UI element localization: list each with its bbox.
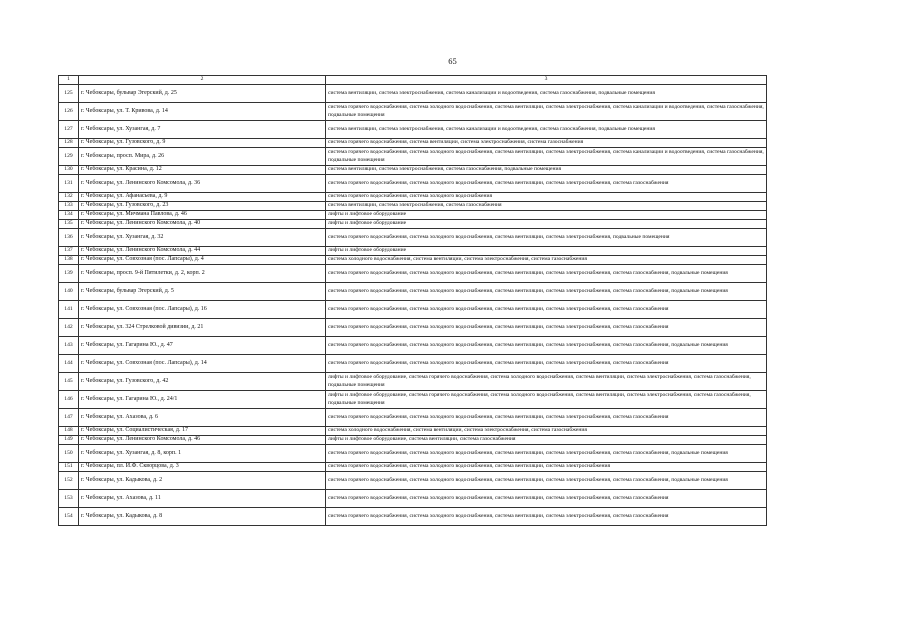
row-address: г. Чебоксары, пл. И.Ф. Скворцова, д. 3 — [79, 463, 326, 472]
row-systems: система горячего водоснабжения, система холодного водоснабжения, система вентиляции, система электроснабжения, система газоснабжения — [326, 301, 767, 319]
row-systems: система холодного водоснабжения, система вентиляции, система электроснабжения, система газоснабжения — [326, 256, 767, 265]
row-address: г. Чебоксары, ул. Ленинского Комсомола, д. 46 — [79, 436, 326, 445]
row-systems: система горячего водоснабжения, система холодного водоснабжения, система вентиляции, система электроснабжения, система газоснабжения, подвальные помещения — [326, 283, 767, 301]
row-number: 138 — [59, 256, 79, 265]
table-row — [59, 427, 767, 436]
row-systems: система горячего водоснабжения, система холодного водоснабжения, система вентиляции, система электроснабжения, система газоснабжения — [326, 409, 767, 427]
row-address: г. Чебоксары, ул. Кадыкова, д. 2 — [79, 472, 326, 490]
row-address: г. Чебоксары, бульвар Эгерский, д. 25 — [79, 85, 326, 103]
row-number: 134 — [59, 211, 79, 220]
row-address: г. Чебоксары, ул. Гагарина Ю., д. 47 — [79, 337, 326, 355]
table-row — [59, 445, 767, 463]
table-row — [59, 220, 767, 229]
column-header-systems: 3 — [326, 76, 767, 85]
table-row — [59, 391, 767, 409]
row-number: 148 — [59, 427, 79, 436]
row-address: г. Чебоксары, ул. Совхозная (пос. Лапсары), д. 14 — [79, 355, 326, 373]
row-address: г. Чебоксары, ул. Гузовского, д. 23 — [79, 202, 326, 211]
row-number: 153 — [59, 490, 79, 508]
row-address: г. Чебоксары, ул. Хузангая, д. 8, корп. 1 — [79, 445, 326, 463]
row-systems: система горячего водоснабжения, система холодного водоснабжения, система вентиляции, система электроснабжения, система газоснабжения — [326, 319, 767, 337]
row-number: 149 — [59, 436, 79, 445]
row-number: 143 — [59, 337, 79, 355]
row-systems: лифты и лифтовое оборудование — [326, 211, 767, 220]
buildings-table — [58, 75, 767, 526]
table-row — [59, 85, 767, 103]
row-address: г. Чебоксары, ул. Хузангая, д. 32 — [79, 229, 326, 247]
table-row — [59, 211, 767, 220]
row-number: 129 — [59, 148, 79, 166]
table-header-row — [59, 76, 767, 85]
row-address: г. Чебоксары, ул. Ленинского Комсомола, д. 40 — [79, 220, 326, 229]
row-address: г. Чебоксары, ул. Совхозная (пос. Лапсары), д. 4 — [79, 256, 326, 265]
table-row — [59, 247, 767, 256]
row-address: г. Чебоксары, бульвар Эгерский, д. 5 — [79, 283, 326, 301]
row-systems: система горячего водоснабжения, система холодного водоснабжения, система вентиляции, система электроснабжения, система газоснабжения — [326, 175, 767, 193]
row-systems: лифты и лифтовое оборудование, система вентиляции, система газоснабжения — [326, 436, 767, 445]
row-systems: лифты и лифтовое оборудование, система горячего водоснабжения, система холодного водоснабжения, система вентиляции, система электроснабжения, система газоснабжения, подвальные помещения — [326, 391, 767, 409]
row-systems: система горячего водоснабжения, система холодного водоснабжения, система вентиляции, система электроснабжения, система газоснабжения, подвальные помещения — [326, 265, 767, 283]
row-systems: система горячего водоснабжения, система холодного водоснабжения, система вентиляции, система электроснабжения, система газоснабжения, подвальные помещения — [326, 337, 767, 355]
row-systems: система горячего водоснабжения, система холодного водоснабжения, система вентиляции, система электроснабжения, система газоснабжения — [326, 490, 767, 508]
table-row — [59, 121, 767, 139]
row-systems: лифты и лифтовое оборудование — [326, 247, 767, 256]
row-systems: система горячего водоснабжения, система холодного водоснабжения, система вентиляции, система электроснабжения, система газоснабжения — [326, 508, 767, 526]
row-number: 130 — [59, 166, 79, 175]
row-number: 152 — [59, 472, 79, 490]
row-address: г. Чебоксары, ул. Ахазова, д. 6 — [79, 409, 326, 427]
row-systems: система холодного водоснабжения, система вентиляции, система электроснабжения, система газоснабжения — [326, 427, 767, 436]
row-address: г. Чебоксары, ул. Гузовского, д. 9 — [79, 139, 326, 148]
row-systems: система горячего водоснабжения, система холодного водоснабжения, система вентиляции, система электроснабжения, система канализации и водоотведения, система газоснабжения, подвальные помещения — [326, 103, 767, 121]
row-number: 154 — [59, 508, 79, 526]
row-number: 135 — [59, 220, 79, 229]
row-address: г. Чебоксары, ул. Красина, д. 12 — [79, 166, 326, 175]
table-row — [59, 265, 767, 283]
row-number: 137 — [59, 247, 79, 256]
row-number: 145 — [59, 373, 79, 391]
table-row — [59, 463, 767, 472]
table-row — [59, 103, 767, 121]
table-body — [59, 85, 767, 526]
row-systems: система вентиляции, система электроснабжения, система канализации и водоотведения, система газоснабжения, подвальные помещения — [326, 121, 767, 139]
row-address: г. Чебоксары, ул. Афанасьева, д. 9 — [79, 193, 326, 202]
row-address: г. Чебоксары, ул. 324 Стрелковой дивизии, д. 21 — [79, 319, 326, 337]
row-systems: лифты и лифтовое оборудование — [326, 220, 767, 229]
row-systems: система горячего водоснабжения, система вентиляции, система электроснабжения, система газоснабжения — [326, 139, 767, 148]
row-number: 151 — [59, 463, 79, 472]
row-systems: лифты и лифтовое оборудование, система горячего водоснабжения, система холодного водоснабжения, система вентиляции, система электроснабжения, система газоснабжения, подвальные помещения — [326, 373, 767, 391]
row-address: г. Чебоксары, ул. Социалистическая, д. 17 — [79, 427, 326, 436]
table-row — [59, 283, 767, 301]
row-number: 133 — [59, 202, 79, 211]
row-number: 127 — [59, 121, 79, 139]
row-address: г. Чебоксары, ул. Кадыкова, д. 8 — [79, 508, 326, 526]
table-row — [59, 373, 767, 391]
table-row — [59, 193, 767, 202]
table-row — [59, 436, 767, 445]
table-row — [59, 229, 767, 247]
row-systems: система вентиляции, система электроснабжения, система канализации и водоотведения, система газоснабжения, подвальные помещения — [326, 85, 767, 103]
row-number: 142 — [59, 319, 79, 337]
row-systems: система горячего водоснабжения, система холодного водоснабжения, система вентиляции, система электроснабжения — [326, 463, 767, 472]
row-number: 128 — [59, 139, 79, 148]
row-systems: система горячего водоснабжения, система холодного водоснабжения, система вентиляции, система электроснабжения, система канализации и водоотведения, система газоснабжения, подвальные помещения — [326, 148, 767, 166]
table-row — [59, 508, 767, 526]
row-number: 125 — [59, 85, 79, 103]
row-systems: система вентиляции, система электроснабжения, система газоснабжения, подвальные помещения — [326, 166, 767, 175]
table-row — [59, 355, 767, 373]
row-number: 150 — [59, 445, 79, 463]
row-address: г. Чебоксары, ул. Ахазова, д. 11 — [79, 490, 326, 508]
row-number: 139 — [59, 265, 79, 283]
table-row — [59, 337, 767, 355]
table-row — [59, 301, 767, 319]
table-row — [59, 148, 767, 166]
column-header-address: 2 — [79, 76, 326, 85]
row-systems: система горячего водоснабжения, система холодного водоснабжения, система вентиляции, система электроснабжения, подвальные помещения — [326, 229, 767, 247]
row-systems: система вентиляции, система электроснабжения, система газоснабжения — [326, 202, 767, 211]
row-number: 136 — [59, 229, 79, 247]
table-row — [59, 175, 767, 193]
table-row — [59, 490, 767, 508]
row-systems: система горячего водоснабжения, система холодного водоснабжения — [326, 193, 767, 202]
column-header-number: 1 — [59, 76, 79, 85]
table-row — [59, 256, 767, 265]
row-number: 140 — [59, 283, 79, 301]
row-address: г. Чебоксары, просп. Мира, д. 26 — [79, 148, 326, 166]
table-row — [59, 409, 767, 427]
row-address: г. Чебоксары, ул. Ленинского Комсомола, д. 44 — [79, 247, 326, 256]
row-systems: система горячего водоснабжения, система холодного водоснабжения, система вентиляции, система электроснабжения, система газоснабжения, подвальные помещения — [326, 472, 767, 490]
row-address: г. Чебоксары, ул. Гагарина Ю., д. 24/1 — [79, 391, 326, 409]
row-systems: система горячего водоснабжения, система холодного водоснабжения, система вентиляции, система электроснабжения, система газоснабжения — [326, 355, 767, 373]
row-address: г. Чебоксары, ул. Хузангая, д. 7 — [79, 121, 326, 139]
row-number: 147 — [59, 409, 79, 427]
row-address: г. Чебоксары, ул. Ленинского Комсомола, д. 36 — [79, 175, 326, 193]
row-address: г. Чебоксары, ул. Совхозная (пос. Лапсары), д. 16 — [79, 301, 326, 319]
row-number: 144 — [59, 355, 79, 373]
row-address: г. Чебоксары, ул. Гузовского, д. 42 — [79, 373, 326, 391]
table-row — [59, 139, 767, 148]
row-address: г. Чебоксары, просп. 9-й Пятилетки, д. 2, корп. 2 — [79, 265, 326, 283]
page-number: 65 — [448, 56, 457, 66]
table-row — [59, 319, 767, 337]
row-number: 131 — [59, 175, 79, 193]
row-number: 132 — [59, 193, 79, 202]
row-number: 141 — [59, 301, 79, 319]
table-row — [59, 166, 767, 175]
row-number: 126 — [59, 103, 79, 121]
table-row — [59, 472, 767, 490]
row-number: 146 — [59, 391, 79, 409]
table-row — [59, 202, 767, 211]
row-address: г. Чебоксары, ул. Т. Кривова, д. 14 — [79, 103, 326, 121]
row-address: г. Чебоксары, ул. Мичмана Павлова, д. 46 — [79, 211, 326, 220]
row-systems: система горячего водоснабжения, система холодного водоснабжения, система вентиляции, система электроснабжения, система газоснабжения, подвальные помещения — [326, 445, 767, 463]
